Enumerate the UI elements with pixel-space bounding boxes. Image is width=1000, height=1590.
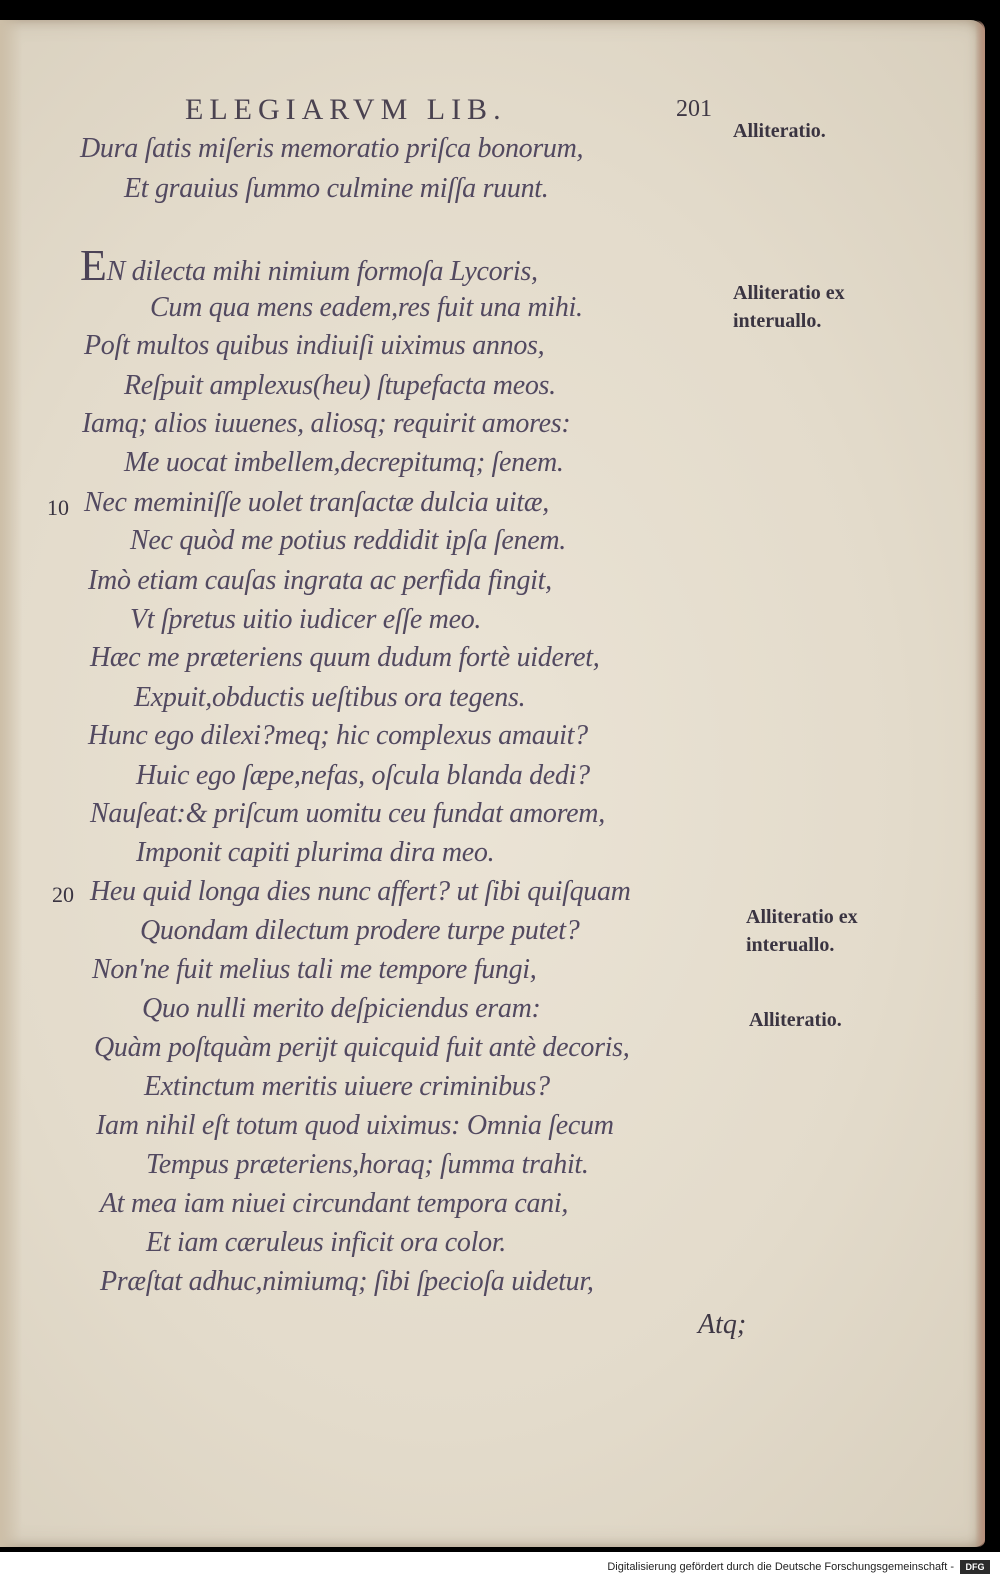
verse-line — [80, 241, 538, 290]
verse-line: Expuit,obductis ueſtibus ora tegens. — [134, 682, 526, 713]
verse-line: Præſtat adhuc,nimiumq; ſibi ſpecioſa uidetur, — [100, 1266, 594, 1297]
verse-line: Hunc ego dilexi?meq; hic complexus amauit? — [88, 720, 588, 751]
catchword: Atq; — [698, 1309, 747, 1340]
verse-line: Quàm poſtquàm perijt quicquid fuit antè decoris, — [94, 1032, 630, 1063]
page-number: 201 — [676, 96, 712, 122]
verse-line: Extinctum meritis uiuere criminibus? — [144, 1071, 550, 1102]
verse-line: Vt ſpretus uitio iudicer eſſe meo. — [130, 604, 482, 635]
book-page — [0, 20, 985, 1547]
verse-line: Tempus præteriens,horaq; ſumma trahit. — [146, 1149, 589, 1180]
verse-line-text: N dilecta mihi nimium formoſa Lycoris, — [106, 256, 538, 287]
verse-line: At mea iam niuei circundant tempora cani, — [100, 1188, 569, 1219]
verse-line: Me uocat imbellem,decrepitumq; ſenem. — [124, 447, 564, 478]
margin-note: Alliteratio ex — [746, 906, 858, 928]
verse-line: Quo nulli merito deſpiciendus eram: — [142, 993, 541, 1024]
verse-line: Non'ne fuit melius tali me tempore fungi, — [92, 954, 537, 985]
verse-line: Huic ego ſæpe,nefas, oſcula blanda dedi? — [136, 760, 590, 791]
line-number: 10 — [47, 495, 69, 520]
verse-line: Quondam dilectum prodere turpe putet? — [140, 915, 580, 946]
footer-bar — [0, 1552, 1000, 1590]
margin-note: Alliteratio ex — [733, 282, 845, 304]
initial-letter: E — [80, 241, 107, 290]
verse-line: Imponit capiti plurima dira meo. — [136, 837, 495, 868]
margin-note: Alliteratio. — [733, 120, 826, 142]
margin-note: interuallo. — [733, 310, 822, 332]
verse-line: Iamq; alios iuuenes, aliosq; requirit amores: — [82, 408, 571, 439]
verse-line: Cum qua mens eadem,res fuit una mihi. — [150, 292, 583, 323]
verse-line: Poſt multos quibus indiuiſi uiximus annos, — [84, 330, 545, 361]
line-number: 20 — [52, 882, 74, 907]
verse-line: Imò etiam cauſas ingrata ac perfida fingit, — [88, 565, 552, 596]
margin-note: interuallo. — [746, 934, 835, 956]
dfg-logo: DFG — [960, 1560, 990, 1574]
verse-line: Nec meminiſſe uolet tranſactæ dulcia uitæ, — [84, 487, 549, 518]
verse-line: Dura ſatis miſeris memoratio priſca bonorum, — [80, 133, 584, 164]
verse-line: Nec quòd me potius reddidit ipſa ſenem. — [130, 525, 566, 556]
verse-line: Et grauius ſummo culmine miſſa ruunt. — [124, 173, 549, 204]
verse-line: Nauſeat:& priſcum uomitu ceu fundat amorem, — [90, 798, 605, 829]
verse-line: Iam nihil eſt totum quod uiximus: Omnia ſecum — [96, 1110, 614, 1141]
margin-note: Alliteratio. — [749, 1009, 842, 1031]
verse-line: Hæc me præteriens quum dudum fortè uideret, — [90, 642, 600, 673]
running-title: ELEGIARVM LIB. — [185, 93, 507, 126]
verse-line: Et iam cæruleus inficit ora color. — [146, 1227, 507, 1258]
footer-credit: Digitalisierung gefördert durch die Deutsche Forschungsgemeinschaft - — [607, 1561, 954, 1573]
verse-line: Heu quid longa dies nunc affert? ut ſibi quiſquam — [90, 876, 631, 907]
verse-line: Reſpuit amplexus(heu) ſtupefacta meos. — [124, 370, 556, 401]
